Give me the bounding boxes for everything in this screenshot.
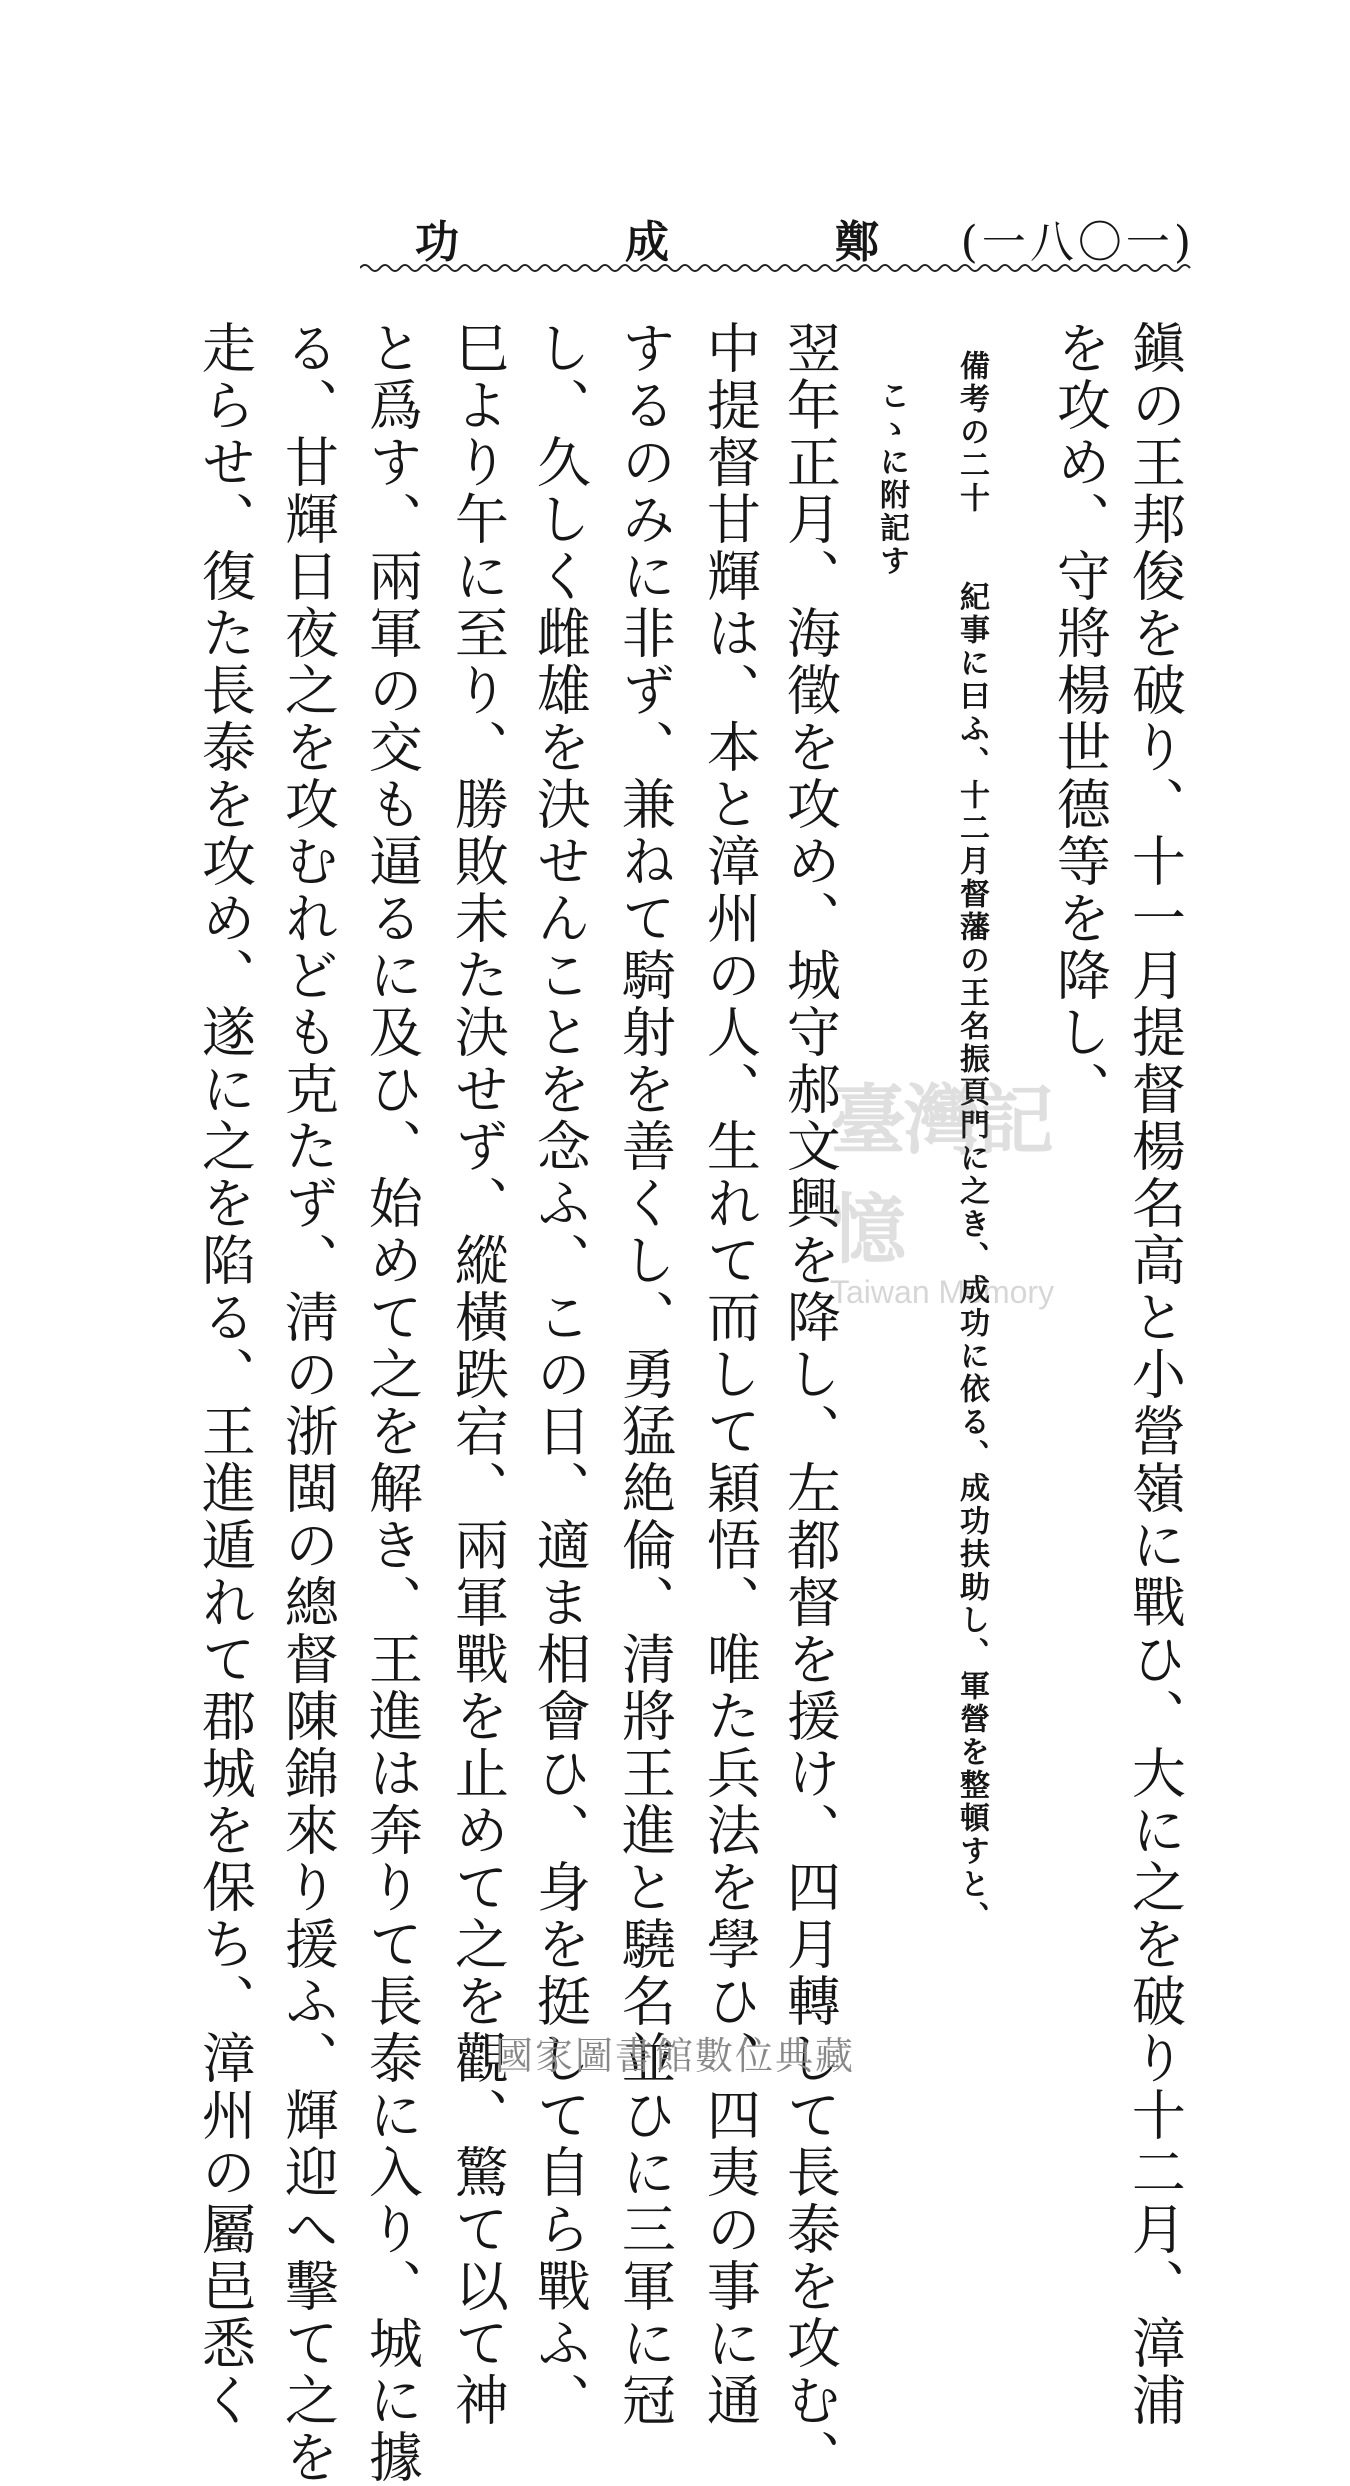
body-column-9: る、甘輝日夜之を攻むれども克たず、淸の浙閩の總督陳錦來り援ふ、輝迎へ擊て之を xyxy=(276,320,340,2486)
page-header xyxy=(360,206,1195,266)
page-number: (一八〇一) xyxy=(960,217,1195,268)
note-column-2: こゝに附記す xyxy=(874,380,909,578)
body-column-10: 走らせ、復た長泰を攻め、遂に之を陷る、王進遁れて郡城を保ち、漳州の屬邑悉く xyxy=(193,320,257,2429)
body-column-7: 巳より午に至り、勝敗未た決せず、縱橫跌宕、兩軍戰を止めて之を觀、驚て以て神 xyxy=(446,320,510,2429)
body-column-2: を攻め、守將楊世德等を降し、 xyxy=(1048,320,1112,1118)
body-column-6: し、久しく雌雄を決せんことを念ふ、この日、適ま相會ひ、身を挺して自ら戰ふ、 xyxy=(528,320,592,2429)
body-column-1: 鎭の王邦俊を破り、十一月提督楊名高と小營嶺に戰ひ、大に之を破り十二月、漳浦 xyxy=(1123,320,1187,2429)
body-column-5: するのみに非ず、兼ねて騎射を善くし、勇猛絶倫、清將王進と驍名並ひに三軍に冠 xyxy=(613,320,677,2429)
body-column-4: 中提督甘輝は、本と漳州の人、生れて而して穎悟、唯た兵法を學ひ、四夷の事に通 xyxy=(698,320,762,2429)
body-column-3: 翌年正月、海徵を攻め、城守郝文興を降し、左都督を援け、四月轉して長泰を攻む、 xyxy=(778,320,842,2486)
title-char-3: 功 xyxy=(415,217,459,268)
title-char-1: 鄭 xyxy=(835,217,879,268)
watermark-text: 臺灣記憶 xyxy=(830,1076,1052,1274)
watermark-subtext: Taiwan Memory xyxy=(830,1274,1055,1310)
note-column-1: 備考の二十 紀事に曰ふ、十二月督藩の王名振頁門に之き、成功に依る、成功扶助し、軍營を整頓すと、 xyxy=(954,350,989,1934)
footer-text: 國家圖書館數位典藏 xyxy=(494,2034,855,2078)
title-char-2: 成 xyxy=(625,217,669,268)
wavy-rule xyxy=(360,262,1195,274)
body-column-8: と爲す、兩軍の交も逼るに及ひ、始めて之を解き、王進は奔りて長泰に入り、城に據 xyxy=(360,320,424,2486)
